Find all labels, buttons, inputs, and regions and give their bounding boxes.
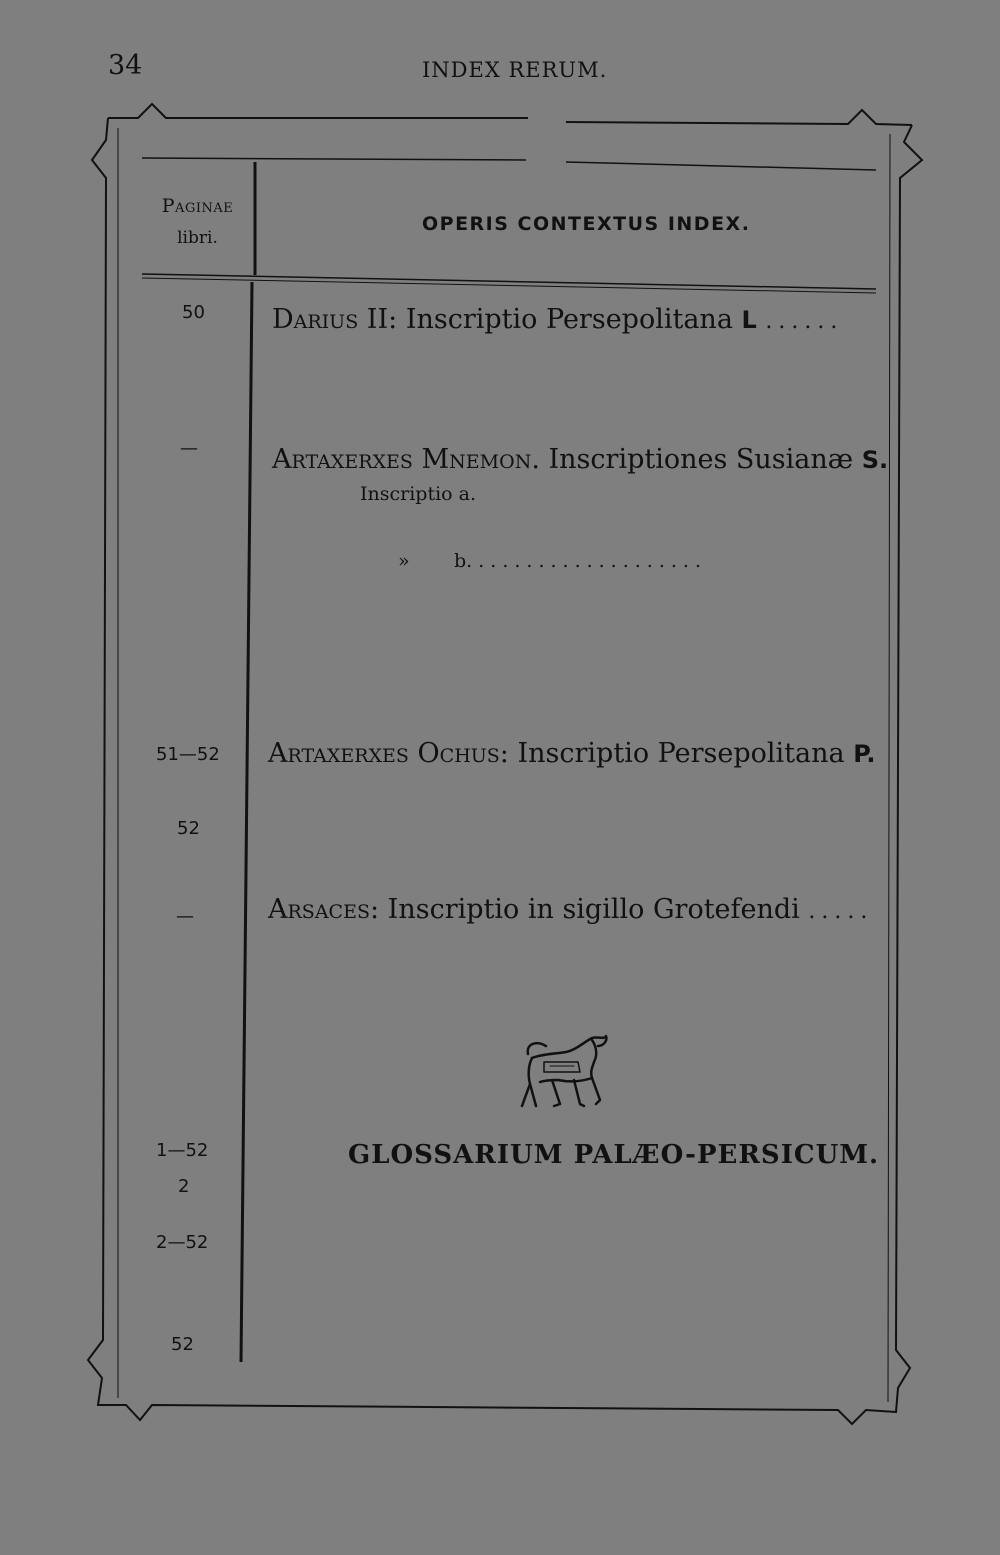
column-header-pages-line1: Paginae (161, 195, 234, 217)
entry-mark: L (741, 306, 757, 334)
glossary-title: GLOSSARIUM PALÆO-PERSICUM. (348, 1140, 880, 1170)
entry-page: 50 (182, 302, 205, 323)
entry-name: Arsaces: (268, 894, 380, 925)
entry-darius (272, 304, 843, 335)
page-number: 34 (108, 50, 143, 81)
entry-text: Inscriptio Persepolitana (405, 304, 733, 335)
entry-name: Darius II: (272, 304, 398, 335)
sub-entry-b (454, 550, 707, 572)
entry-arsaces (268, 894, 873, 925)
sub-entry-a: Inscriptio a. (360, 483, 477, 505)
entry-artaxerxes-mnemon (272, 444, 888, 475)
leader-dots: ...... (765, 309, 844, 334)
entry-page: 51—52 (156, 744, 220, 765)
entry-page: — (176, 906, 194, 927)
entry-text: Inscriptio in sigillo Grotefendi (387, 894, 800, 925)
column-header-pages-line2: libri. (177, 228, 218, 248)
glossary-page: 1—52 (156, 1140, 209, 1161)
glossary-page: 2 (178, 1176, 190, 1197)
entry-name: Artaxerxes Ochus: (268, 738, 509, 769)
entry-page: 52 (177, 818, 200, 839)
column-header-pages (150, 190, 245, 254)
glossary-page: 2—52 (156, 1232, 209, 1253)
bull-ornament (514, 1032, 618, 1112)
sub-entry-b-label: b. (454, 550, 473, 572)
running-title: INDEX RERUM. (422, 58, 608, 82)
entry-artaxerxes-ochus (268, 738, 876, 769)
glossary-page: 52 (171, 1334, 194, 1355)
entry-page: — (180, 438, 198, 459)
sub-entry-b-quote: » (398, 550, 410, 572)
entry-mark: S. (861, 446, 889, 474)
leader-dots: ..... (808, 899, 874, 924)
column-header-contents: OPERIS CONTEXTUS INDEX. (422, 213, 751, 235)
entry-text: Inscriptiones Susianæ (548, 444, 854, 475)
entry-name: Artaxerxes Mnemon. (272, 444, 540, 475)
entry-mark: P. (853, 740, 876, 768)
entry-text: Inscriptio Persepolitana (517, 738, 845, 769)
leader-dots: ................... (478, 550, 708, 572)
